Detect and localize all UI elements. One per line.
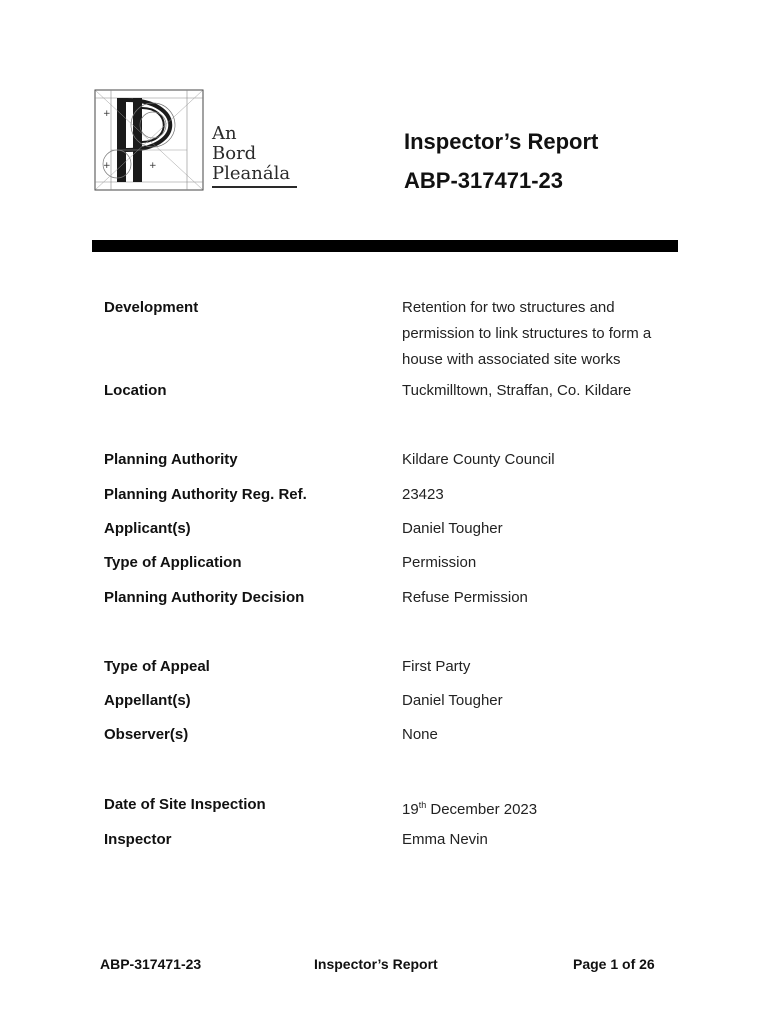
logo (93, 88, 303, 193)
report-reference: ABP-317471-23 (404, 168, 563, 193)
svg-text:+: + (149, 161, 157, 171)
field-value: Kildare County Council (402, 451, 555, 468)
field-label: Type of Application (104, 554, 242, 571)
field-value: Permission (402, 554, 477, 571)
field-label: Observer(s) (104, 726, 189, 743)
field-label: Planning Authority (104, 451, 238, 468)
field-value: Retention for two structures and permission to link structures to form a house with associated site works (402, 299, 652, 368)
field-label: Date of Site Inspection (104, 796, 266, 813)
logo-line-an: An (212, 123, 237, 144)
field-label: Inspector (104, 831, 172, 848)
report-title: Inspector’s Report (404, 129, 599, 154)
logo-line-bord: Bord (212, 143, 257, 164)
svg-text:+: + (103, 109, 111, 119)
field-label: Planning Authority Reg. Ref. (104, 486, 307, 503)
footer-title: Inspector’s Report (314, 956, 438, 972)
field-label: Planning Authority Decision (104, 589, 305, 606)
field-value (402, 792, 672, 823)
header-divider (92, 240, 678, 252)
field-label: Appellant(s) (104, 692, 191, 709)
date-ordinal: th (418, 800, 427, 810)
footer-page-number: Page 1 of 26 (573, 956, 655, 972)
field-value: Emma Nevin (402, 831, 488, 848)
field-value: Daniel Tougher (402, 520, 503, 537)
field-value: 23423 (402, 486, 444, 503)
svg-text:+: + (103, 161, 111, 171)
field-value: None (402, 726, 438, 743)
footer-reference: ABP-317471-23 (100, 956, 202, 972)
field-label: Location (104, 382, 167, 399)
date-rest: December 2023 (426, 801, 538, 818)
field-value: Tuckmilltown, Straffan, Co. Kildare (402, 382, 632, 399)
logo-wordmark (212, 124, 290, 184)
an-bord-pleanala-logo-icon (93, 88, 205, 192)
field-label: Applicant(s) (104, 520, 191, 537)
date-day: 19 (402, 801, 419, 818)
field-label: Development (104, 299, 199, 316)
field-value: First Party (402, 658, 471, 675)
logo-line-pleanala: Pleanála (212, 163, 291, 184)
field-value: Refuse Permission (402, 589, 528, 606)
field-value: Daniel Tougher (402, 692, 503, 709)
logo-underline (212, 186, 297, 188)
field-label: Type of Appeal (104, 658, 210, 675)
